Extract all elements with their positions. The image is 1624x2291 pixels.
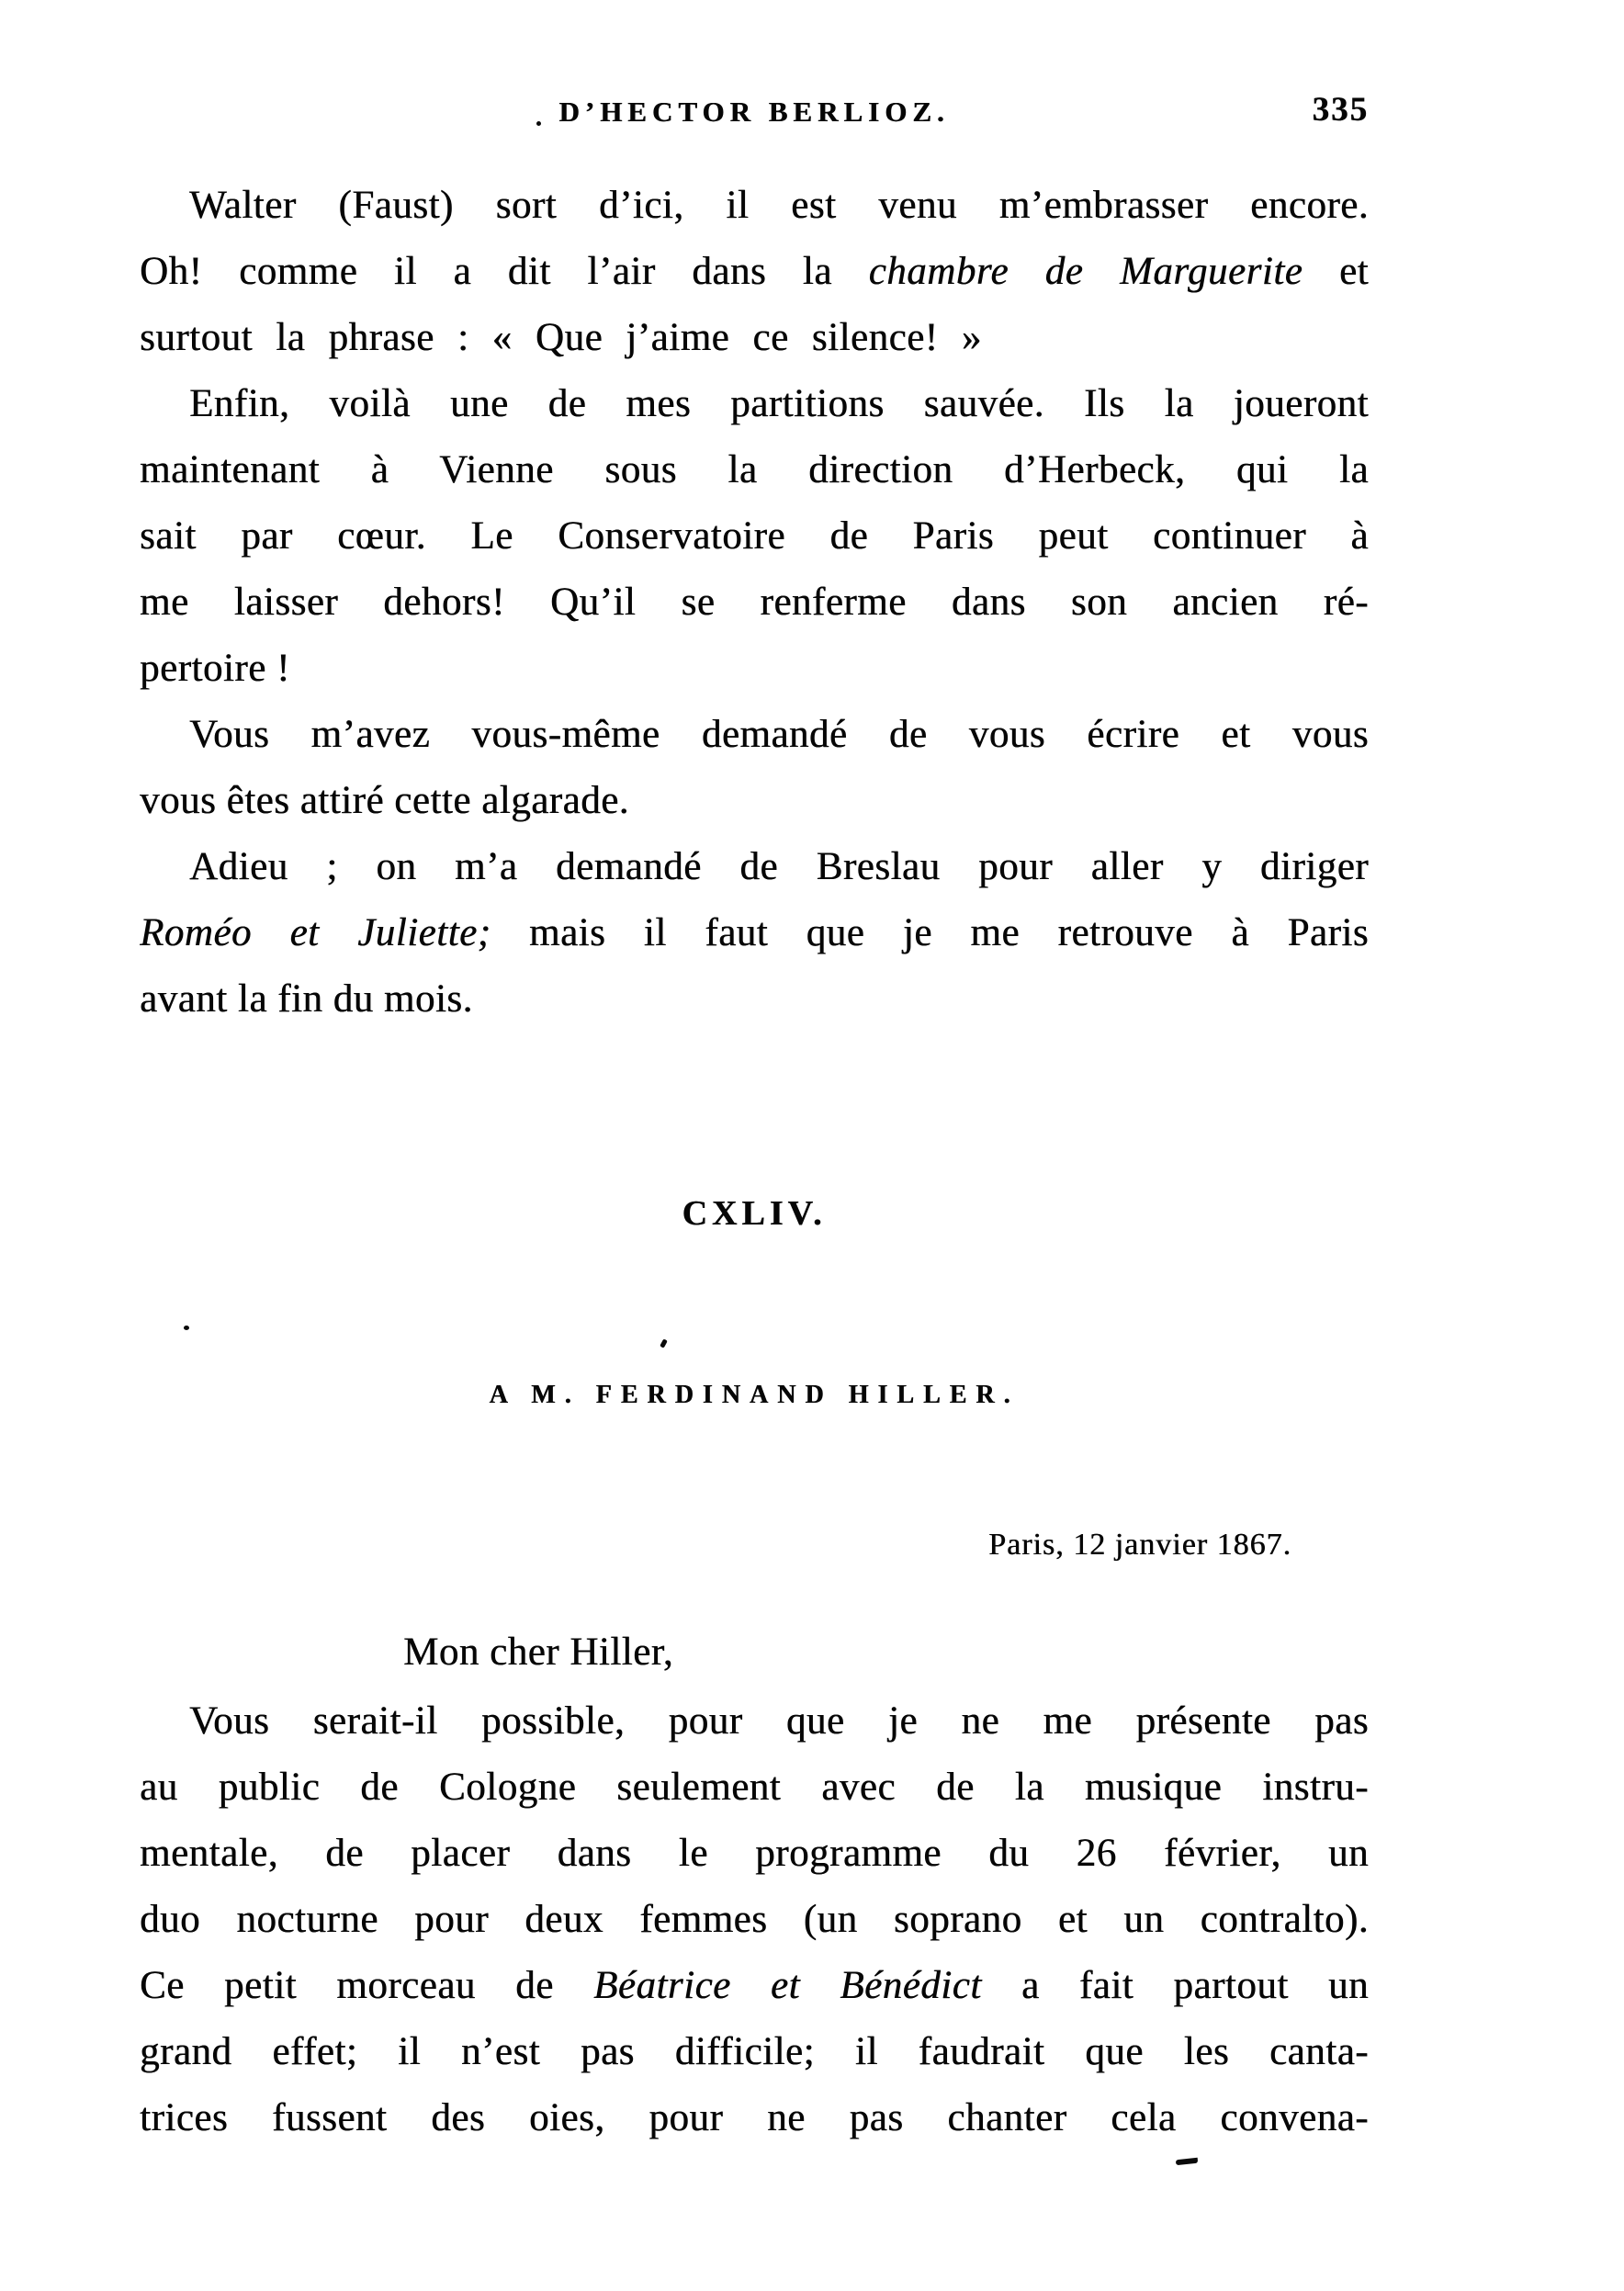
page-number: 335 [1312,91,1369,129]
text-line: grand effet; il n’est pas difficile; il faudrait que les canta- [140,2030,1369,2073]
text-line: surtout la phrase : « Que j’aime ce silence! » [140,316,982,359]
text-line: maintenant à Vienne sous la direction d’Herbeck, qui la [140,448,1369,491]
text-line: Adieu ; on m’a demandé de Breslau pour aller y diriger [189,845,1369,888]
text-line: au public de Cologne seulement avec de la musique instru- [140,1766,1369,1809]
text-line: Vous serait-il possible, pour que je ne me présente pas [189,1699,1369,1743]
letter-salutation: Mon cher Hiller, [403,1631,674,1674]
text-line: Walter (Faust) sort d’ici, il est venu m’embrasser encore. [189,184,1369,227]
text-line: vous êtes attiré cette algarade. [140,779,629,822]
text-line: sait par cœur. Le Conservatoire de Paris peut continuer à [140,514,1369,558]
letter-cxliv-body [140,1688,1369,2151]
text-line: mentale, de placer dans le programme du 26 février, un [140,1832,1369,1875]
scan-stray-mark [1176,2158,1198,2165]
text-line: me laisser dehors! Qu’il se renferme dans son ancien ré- [140,581,1369,624]
text-line: duo nocturne pour deux femmes (un soprano et un contralto). [140,1898,1369,1941]
scan-speck [536,121,541,126]
text-line: Vous m’avez vous-même demandé de vous écrire et vous [189,713,1369,756]
scan-speck [184,1326,189,1330]
text-line: avant la fin du mois. [140,977,473,1021]
paragraph [140,834,1369,1033]
running-head-title: D’HECTOR BERLIOZ. [558,96,950,128]
text-line: Roméo et Juliette; mais il faut que je me retrouve à Paris [140,911,1369,954]
letter-cxliii-ending-body [140,173,1369,1033]
text-line: Ce petit morceau de Béatrice et Bénédict a fait partout un [140,1964,1369,2007]
paragraph [140,702,1369,834]
text-line: pertoire ! [140,647,290,690]
paragraph [140,1688,1369,2151]
text-line: trices fussent des oies, pour ne pas chanter cela convena- [140,2096,1369,2139]
paragraph [140,371,1369,702]
running-head [140,91,1369,130]
scan-speck [660,1338,668,1348]
letter-number-heading: CXLIV. [682,1194,827,1233]
letter-dateline: Paris, 12 janvier 1867. [988,1528,1291,1562]
paragraph [140,173,1369,371]
text-line: Enfin, voilà une de mes partitions sauvée. Ils la joueront [189,382,1369,425]
text-line: Oh! comme il a dit l’air dans la chambre de Marguerite et [140,250,1369,293]
letter-recipient-heading: A M. FERDINAND HILLER. [489,1381,1020,1409]
